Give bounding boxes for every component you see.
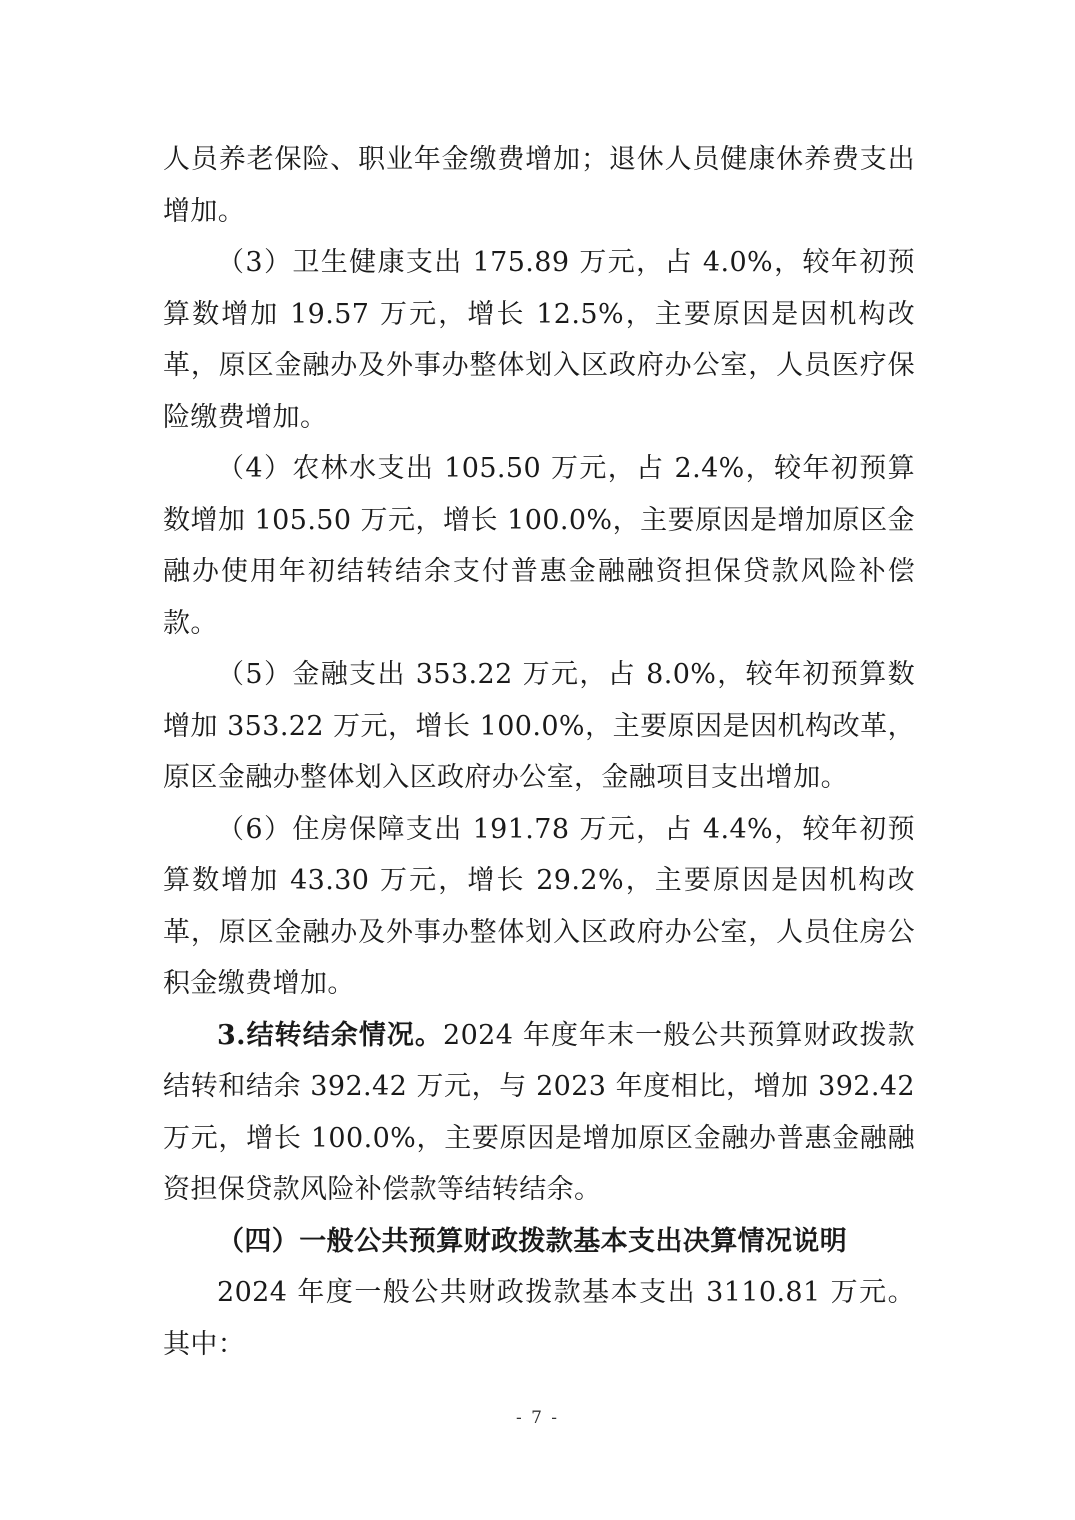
paragraph-housing-expense: （6）住房保障支出 191.78 万元，占 4.4%，较年初预算数增加 43.30 万元，增长 29.2%，主要原因是因机构改革，原区金融办及外事办整体划入区政府办公室，人员住房公积金缴费增加。 xyxy=(163,813,915,999)
paragraph-health-expense: （3）卫生健康支出 175.89 万元，占 4.0%，较年初预算数增加 19.57 万元，增长 12.5%，主要原因是因机构改革，原区金融办及外事办整体划入区政府办公室，人员医疗保险缴费增加。 xyxy=(163,247,915,433)
carryover-heading: 3.结转结余情况。 xyxy=(217,1019,443,1051)
paragraph-continuation: 人员养老保险、职业年金缴费增加；退休人员健康休养费支出增加。 xyxy=(163,144,915,227)
section-heading-basic-expense: （四）一般公共预算财政拨款基本支出决算情况说明 xyxy=(217,1225,848,1257)
paragraph-finance-expense: （5）金融支出 353.22 万元，占 8.0%，较年初预算数增加 353.22 万元，增长 100.0%，主要原因是因机构改革，原区金融办整体划入区政府办公室，金融项目支出增加。 xyxy=(163,659,915,793)
page-number: - 7 - xyxy=(515,1408,560,1428)
paragraph-basic-expense: 2024 年度一般公共财政拨款基本支出 3110.81 万元。其中： xyxy=(163,1277,915,1360)
paragraph-agriculture-expense: （4）农林水支出 105.50 万元，占 2.4%，较年初预算数增加 105.50 万元，增长 100.0%，主要原因是增加原区金融办使用年初结转结余支付普惠金融融资担保贷款风险补偿款。 xyxy=(163,453,915,639)
carryover-body: 2024 年度年末一般公共预算财政拨款结转和结余 392.42 万元，与 2023 年度相比，增加 392.42 万元，增长 100.0%，主要原因是增加原区金融办普惠金融融资担保贷款风险补偿款等结转结余。 xyxy=(163,1019,915,1205)
paragraph-carryover-balance xyxy=(163,1010,915,1216)
document-body xyxy=(163,134,915,1370)
